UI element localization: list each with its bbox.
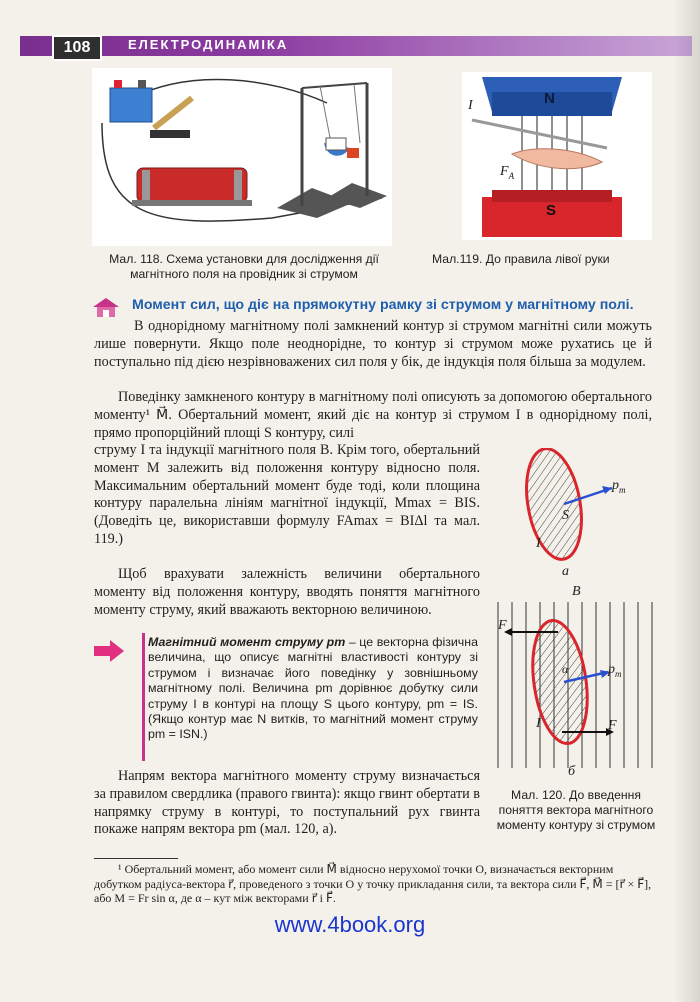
page-number: 108: [52, 35, 102, 61]
pm-main-b: p: [608, 662, 615, 677]
label-n: N: [544, 90, 555, 107]
label-f-top: F: [498, 618, 507, 633]
footnote-rule: [94, 858, 178, 859]
header-band: [20, 36, 692, 56]
figure-119-caption: Мал.119. До правила лівої руки: [432, 252, 610, 266]
definition-rest: – це векторна фізична величина, що описує магнітні властивості контуру зі струмом і визначає його поведінку у зовнішньому магнітному полі. Величина pm дорівнює добутку сили струму I в контурі на площу S цього контуру, pm = IS. (Якщо контур має N витків, то магнітний момент струму pm = ISN.): [148, 635, 478, 742]
label-fa-main: F: [500, 164, 509, 179]
label-i-b: I: [536, 716, 541, 731]
binding-shadow: [674, 0, 700, 1002]
section-title: [92, 297, 682, 314]
label-a: а: [562, 564, 569, 579]
field-lines-illustration: [490, 598, 668, 778]
pm-sub-b: m: [615, 668, 622, 679]
footnote: ¹ Обертальний момент, або момент сили M⃗ відносно нерухомої точки O, визначається векторним добутком радіуса-вектора r⃗, проведеного з точки O у точку прикладання сили, та вектора сили F⃗, M⃗ = [r⃗ × F⃗], або M = Fr sin α, де α – кут між векторами r⃗ і F⃗.: [94, 862, 652, 906]
paragraph-2b: струму I та індукції магнітного поля B. Крім того, обертальний момент M залежить від положення контуру відносно поля. Максимальним обертальний момент буде тоді, коли площина контуру паралельна лініям магнітної індукції, Mmax = BIS. (Доведіть це, використавши формулу FAmax = BIΔl та мал. 119.): [94, 442, 480, 547]
paragraph-4: Напрям вектора магнітного моменту струму визначається за правилом свердлика (правого гвинта): якщо гвинт обертати в напрямку струму в контурі, то поступальний рух гвинта покаже напрям вектора pm (мал. 120, а).: [94, 768, 480, 838]
label-s: S: [546, 202, 557, 219]
definition-term: Магнітний момент струму pm: [148, 635, 346, 649]
pm-sub-a: m: [619, 484, 626, 495]
label-i-a: I: [536, 536, 541, 551]
paragraph-2a: Поведінку замкненого контуру в магнітному полі описують за допомогою обертального моменту¹ M⃗. Обертальний момент, який діє на контур зі струмом I в однорідному полі, прямо пропорційний площі S контуру, силі: [94, 389, 652, 441]
section-title-text: Момент сил, що діє на прямокутну рамку зі струмом у магнітному полі.: [132, 297, 634, 313]
label-f-bottom: F: [608, 718, 617, 733]
figure-118-caption: Мал. 118. Схема установки для дослідження дії магнітного поля на провідник зі струмом: [109, 252, 379, 281]
label-fa-sub: A: [508, 170, 515, 181]
label-b-sub: б: [568, 764, 576, 779]
label-alpha: α: [562, 662, 569, 676]
figure-120-caption: Мал. 120. До введення поняття вектора магнітного моменту контуру зі струмом: [496, 788, 656, 832]
label-b: B: [572, 584, 581, 599]
label-s-a: S: [562, 508, 569, 523]
watermark-link[interactable]: www.4book.org: [274, 912, 426, 937]
figure-120b-loop-in-field: [490, 584, 668, 784]
label-i: I: [468, 98, 473, 113]
paragraph-3: Щоб врахувати залежність величини обертального моменту від положення контуру, вводять поняття магнітного моменту струму, який вважають векторною величиною.: [94, 566, 480, 618]
running-title: ЕЛЕКТРОДИНАМІКА: [128, 37, 289, 52]
definition-bar: [142, 633, 145, 761]
arrow-icon: [94, 640, 124, 667]
figure-119-left-hand-rule: [462, 72, 652, 240]
definition-text: [148, 635, 478, 743]
label-fa: [500, 164, 514, 181]
label-pm-a: [612, 478, 626, 495]
figure-120a-loop: [494, 448, 664, 580]
magnet-hand-illustration: [462, 72, 652, 240]
loop-illustration-a: [494, 448, 664, 580]
paragraph-1: В однорідному магнітному полі замкнений контур зі струмом магнітні сили можуть лише повернути. Якщо поле неоднорідне, то контур зі струмом може рухатись це й поступально під дією незрівноважених сил поля у бік, де індукція поля більша за модулем.: [94, 318, 652, 370]
apparatus-illustration: [92, 68, 392, 246]
pm-main-a: p: [612, 478, 619, 493]
definition-box: [148, 635, 478, 759]
label-pm-b: [608, 662, 622, 679]
figure-118-apparatus: [92, 68, 392, 246]
